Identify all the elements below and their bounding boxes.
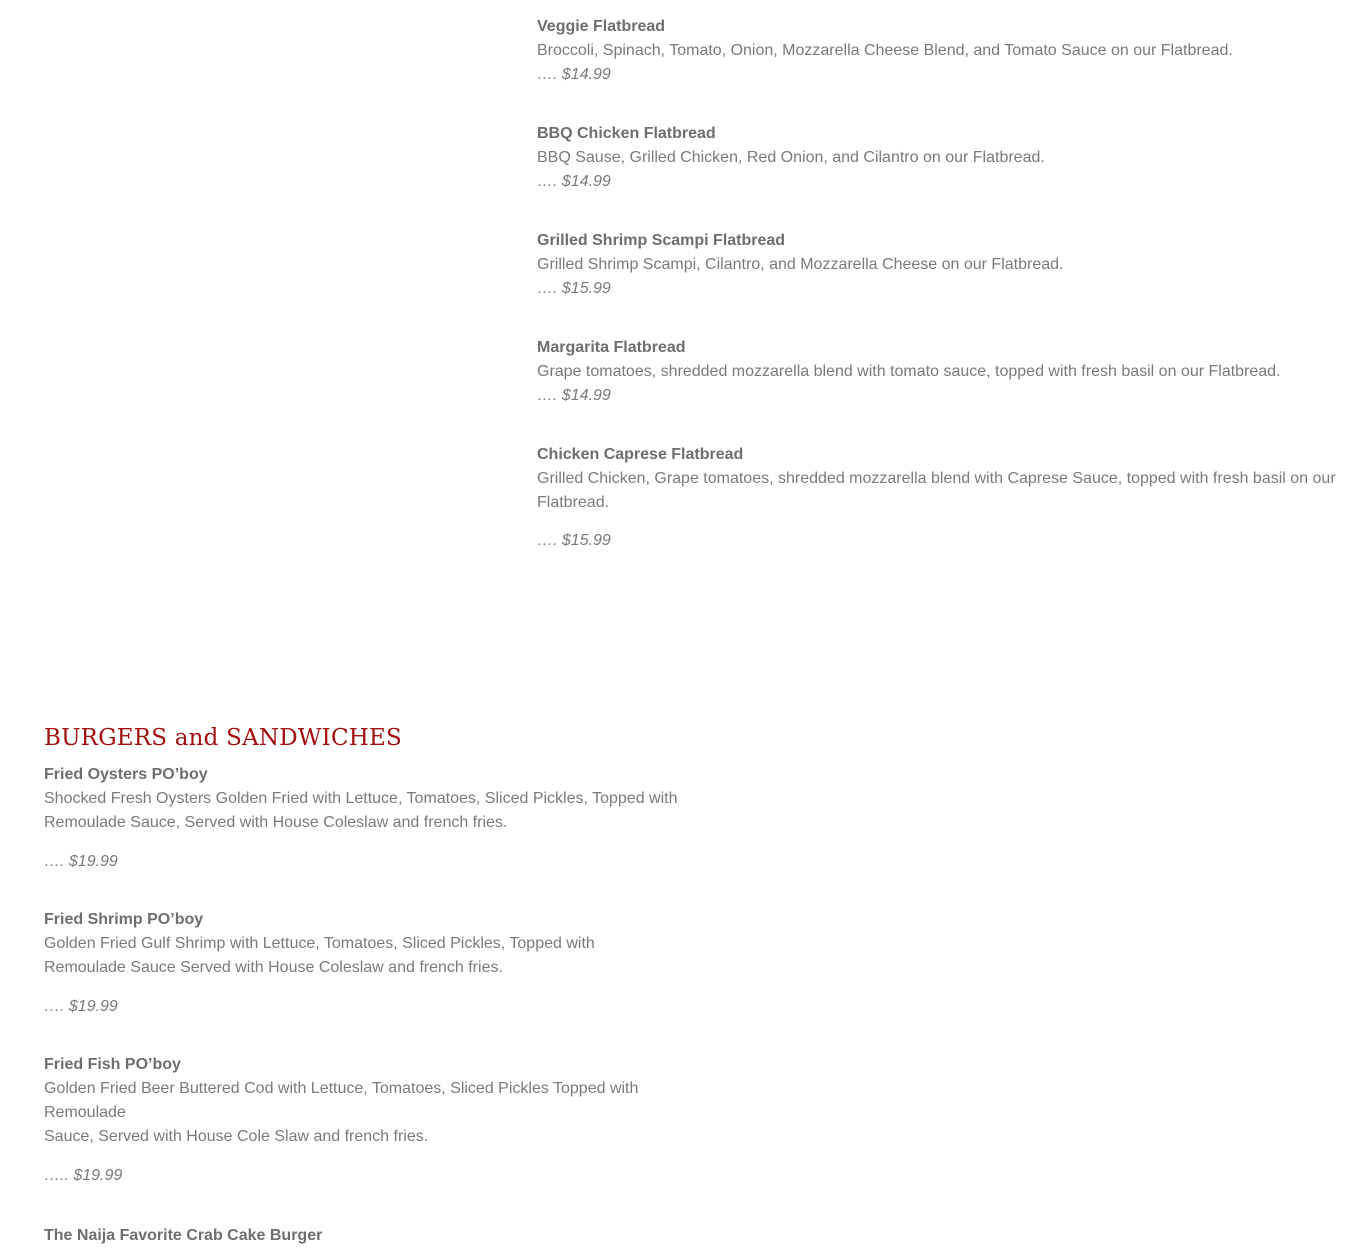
menu-item-description: Grape tomatoes, shredded mozzarella blend with tomato sauce, topped with fresh basil on our Flatbread.	[537, 363, 1281, 380]
menu-item-veggie-flatbread	[537, 15, 1337, 87]
menu-item-description: BBQ Sause, Grilled Chicken, Red Onion, and Cilantro on our Flatbread.	[537, 149, 1045, 166]
menu-item-description-line: Sauce, Served with House Cole Slaw and french fries.	[44, 1128, 429, 1145]
menu-item-description-line: Golden Fried Beer Buttered Cod with Lettuce, Tomatoes, Sliced Pickles Topped with	[44, 1080, 639, 1097]
menu-item-chicken-caprese-flatbread	[537, 443, 1337, 553]
menu-item-price: …. $19.99	[44, 998, 118, 1015]
burgers-sandwiches-section	[44, 720, 684, 1222]
menu-item-price: …. $15.99	[537, 280, 611, 297]
menu-item-margarita-flatbread	[537, 336, 1337, 408]
menu-item-description: Broccoli, Spinach, Tomato, Onion, Mozzarella Cheese Blend, and Tomato Sauce on our Flatbread.	[537, 42, 1233, 59]
menu-item-price: …. $15.99	[537, 532, 611, 549]
menu-item-name-partial: The Naija Favorite Crab Cake Burger	[44, 1227, 323, 1244]
menu-item-description: Grilled Chicken, Grape tomatoes, shredded mozzarella blend with Caprese Sauce, topped with fresh basil on our Flatbread.	[537, 470, 1336, 511]
menu-item-fried-shrimp-poboy	[44, 908, 684, 1019]
menu-item-description-line: Remoulade Sauce Served with House Coleslaw and french fries.	[44, 959, 503, 976]
menu-item-name: BBQ Chicken Flatbread	[537, 125, 716, 142]
menu-item-name: Veggie Flatbread	[537, 18, 666, 35]
menu-item-price: …. $14.99	[537, 66, 611, 83]
menu-item-bbq-chicken-flatbread	[537, 122, 1337, 194]
menu-item-name: Chicken Caprese Flatbread	[537, 446, 744, 463]
menu-item-name: Fried Shrimp PO’boy	[44, 911, 204, 928]
menu-item-price: ….. $19.99	[44, 1167, 123, 1184]
menu-item-name: Fried Fish PO’boy	[44, 1056, 181, 1073]
menu-item-shrimp-scampi-flatbread	[537, 229, 1337, 301]
menu-item-description-line: Remoulade Sauce, Served with House Coleslaw and french fries.	[44, 814, 508, 831]
section-title: BURGERS and SANDWICHES	[44, 725, 402, 751]
menu-item-fried-oysters-poboy	[44, 763, 684, 874]
menu-item-name: Grilled Shrimp Scampi Flatbread	[537, 232, 786, 249]
menu-item-description-line: Remoulade	[44, 1104, 126, 1121]
menu-item-fried-fish-poboy	[44, 1053, 684, 1188]
menu-item-name: Margarita Flatbread	[537, 339, 686, 356]
flatbread-list	[537, 15, 1337, 588]
menu-item-description-line: Golden Fried Gulf Shrimp with Lettuce, Tomatoes, Sliced Pickles, Topped with	[44, 935, 595, 952]
menu-item-name: Fried Oysters PO’boy	[44, 766, 208, 783]
menu-item-description-line: Shocked Fresh Oysters Golden Fried with Lettuce, Tomatoes, Sliced Pickles, Topped with	[44, 790, 678, 807]
menu-item-price: …. $14.99	[537, 387, 611, 404]
menu-item-price: …. $19.99	[44, 853, 118, 870]
menu-item-price: …. $14.99	[537, 173, 611, 190]
menu-item-description: Grilled Shrimp Scampi, Cilantro, and Mozzarella Cheese on our Flatbread.	[537, 256, 1064, 273]
